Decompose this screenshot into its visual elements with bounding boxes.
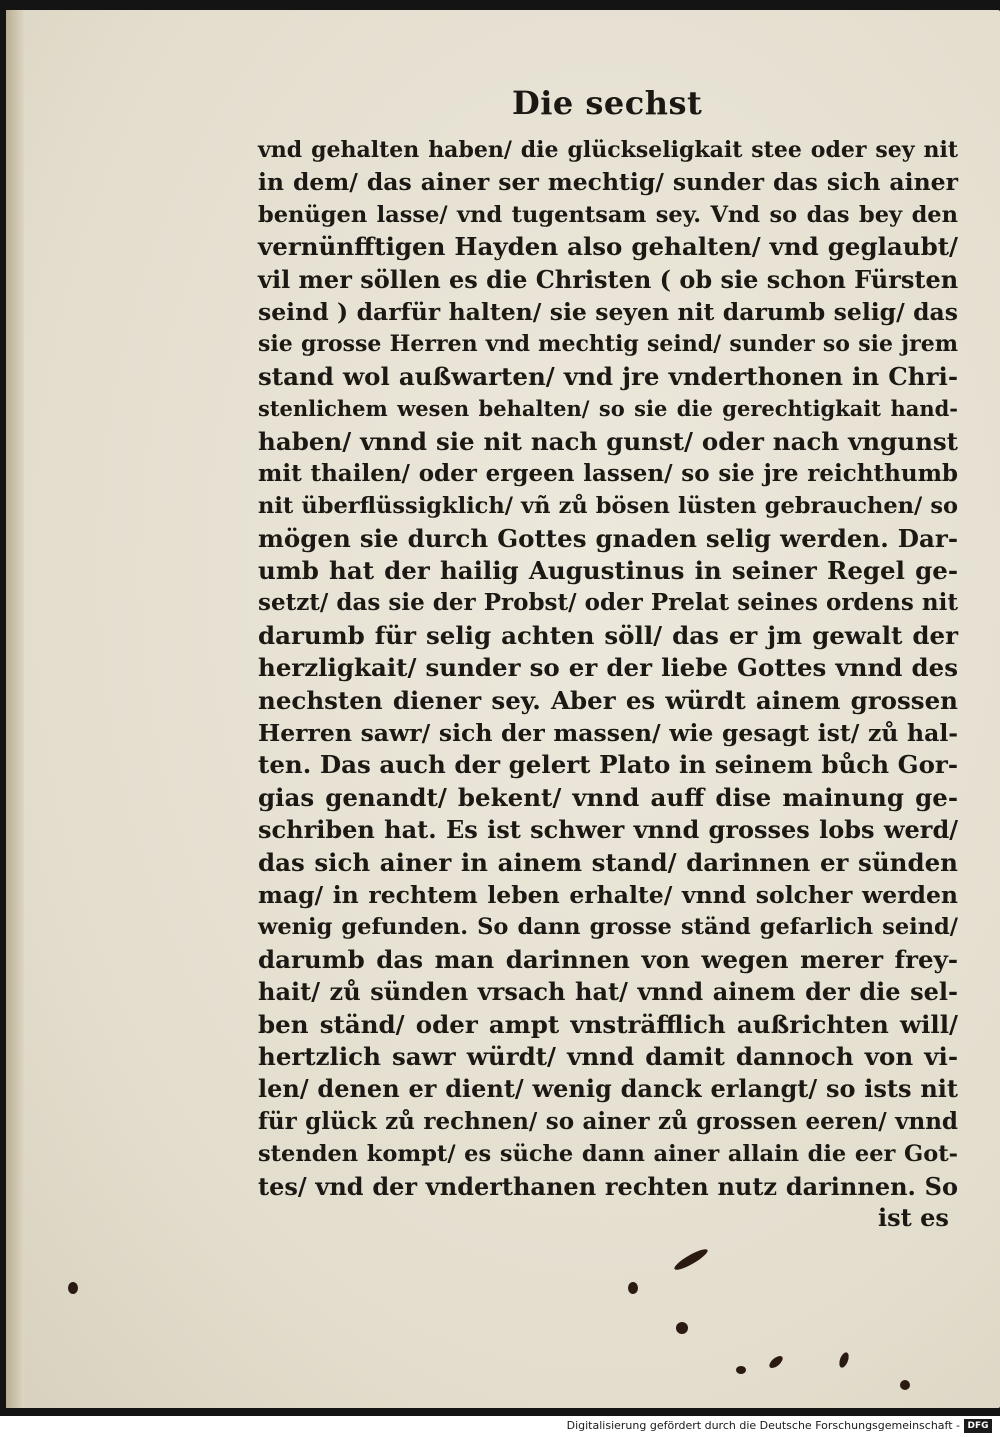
text-line: darumb für selig achten söll/ das er jm gewalt der [258,620,958,650]
ink-stain [736,1366,746,1374]
text-line: das sich ainer in ainem stand/ darinnen er sünden [258,847,958,877]
footer-bar [0,1416,1000,1437]
text-line: nit überflüssigklich/ vñ zů bösen lüsten gebrauchen/ so [258,493,958,520]
text-line: nechsten diener sey. Aber es würdt ainem grossen [258,685,958,715]
text-line: vernünfftigen Hayden also gehalten/ vnd geglaubt/ [258,232,958,262]
text-line: schriben hat. Es ist schwer vnnd grosses lobs werd/ [258,815,958,845]
text-line: mögen sie durch Gottes gnaden selig werden. Dar- [258,523,958,553]
text-line: hertzlich sawr würdt/ vnnd damit dannoch von vi- [258,1041,958,1071]
page-edge [6,10,24,1408]
page-header: Die sechst [512,84,703,122]
text-line: ben ständ/ oder ampt vnsträfflich außrichten will/ [258,1009,958,1039]
text-body [258,134,958,1203]
catchword: ist es [878,1203,949,1232]
text-line: herzligkait/ sunder so er der liebe Gottes vnnd des [258,653,958,683]
text-line: haben/ vnnd sie nit nach gunst/ oder nach vngunst [258,426,958,456]
text-line: stenden kompt/ es süche dann ainer allain die eer Got- [258,1141,958,1168]
text-line: wenig gefunden. So dann grosse ständ gefarlich seind/ [258,914,958,941]
ink-stain [900,1380,910,1390]
text-line: stand wol außwarten/ vnd jre vnderthonen in Chri- [258,361,958,391]
text-line: hait/ zů sünden vrsach hat/ vnnd ainem der die sel- [258,977,958,1007]
text-line: ten. Das auch der gelert Plato in seinem bůch Gor- [258,750,958,780]
text-line: stenlichem wesen behalten/ so sie die gerechtigkait hand- [258,396,958,422]
text-line: für glück zů rechnen/ so ainer zů grossen eeren/ vnnd [258,1107,958,1135]
text-line: setzt/ das sie der Probst/ oder Prelat seines ordens nit [258,589,958,617]
footer-credit: Digitalisierung gefördert durch die Deutsche Forschungsgemeinschaft - [566,1419,960,1432]
text-line: umb hat der hailig Augustinus in seiner Regel ge- [258,556,958,586]
text-line: mag/ in rechtem leben erhalte/ vnnd solcher werden [258,880,958,909]
ink-stain [676,1322,688,1334]
text-line: vil mer söllen es die Christen ( ob sie schon Fürsten [258,264,959,294]
text-line: len/ denen er dient/ wenig danck erlangt/ so ists nit [258,1074,958,1104]
text-line: darumb das man darinnen von wegen merer frey- [258,944,958,974]
text-line: benügen lasse/ vnd tugentsam sey. Vnd so das bey den [258,201,958,228]
text-line: Herren sawr/ sich der massen/ wie gesagt ist/ zů hal- [258,719,958,748]
text-line: mit thailen/ oder ergeen lassen/ so sie jre reichthumb [258,459,958,487]
text-line: seind ) darfür halten/ sie seyen nit darumb selig/ das [258,297,958,326]
text-line: tes/ vnd der vnderthanen rechten nutz darinnen. So [258,1171,958,1201]
text-line: vnd gehalten haben/ die glückseligkait stee oder sey nit [258,137,958,163]
text-line: gias genandt/ bekent/ vnnd auff dise mainung ge- [258,782,958,812]
dfg-logo: DFG [964,1419,992,1433]
ink-stain [628,1282,638,1294]
text-line: sie grosse Herren vnd mechtig seind/ sunder so sie jrem [258,331,958,358]
ink-stain [68,1282,78,1294]
text-line: in dem/ das ainer ser mechtig/ sunder das sich ainer [258,168,958,197]
